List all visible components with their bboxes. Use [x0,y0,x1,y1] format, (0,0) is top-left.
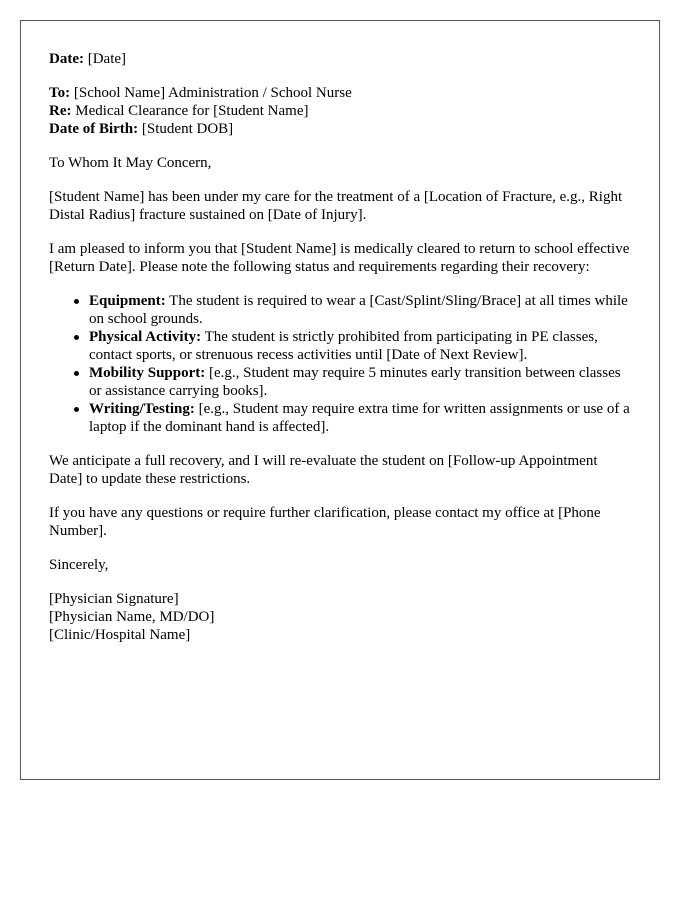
requirements-list [49,292,631,436]
requirement-text: [e.g., Student may require 5 minutes early transition between classes or assistance carrying books]. [89,365,621,399]
physician-name: [Physician Name, MD/DO] [49,609,215,625]
requirement-label: Physical Activity: [89,329,202,345]
requirement-label: Mobility Support: [89,365,206,381]
to-value: [School Name] Administration / School Nurse [73,85,352,101]
list-item [89,400,631,436]
closing: Sincerely, [49,557,109,573]
requirement-label: Equipment: [89,293,166,309]
requirement-text: The student is required to wear a [Cast/Splint/Sling/Brace] at all times while on school grounds. [89,293,628,327]
date-value: [Date] [87,51,127,67]
dob-value: [Student DOB] [141,121,234,137]
date-label: Date: [49,51,84,67]
clearance-paragraph: I am pleased to inform you that [Student Name] is medically cleared to return to school effective [Return Date]. Please note the following status and requirements regarding their recovery: [49,241,630,275]
re-value: Medical Clearance for [Student Name] [75,103,309,119]
letter-header-block [49,84,631,138]
to-label: To: [49,85,71,101]
physician-signature: [Physician Signature] [49,591,179,607]
re-line [49,102,631,120]
date-line [49,50,631,68]
care-paragraph: [Student Name] has been under my care for the treatment of a [Location of Fracture, e.g., Right Distal Radius] fracture sustained on [Date of Injury]. [49,189,623,223]
requirement-label: Writing/Testing: [89,401,195,417]
recovery-paragraph: We anticipate a full recovery, and I will re-evaluate the student on [Follow-up Appointment Date] to update these restrictions. [49,453,598,487]
to-line [49,84,631,102]
signature-block [49,590,631,644]
list-item [89,328,631,364]
list-item [89,292,631,328]
contact-paragraph: If you have any questions or require further clarification, please contact my office at [Phone Number]. [49,505,601,539]
list-item [89,364,631,400]
requirement-text: [e.g., Student may require extra time for written assignments or use of a laptop if the dominant hand is affected]. [89,401,630,435]
clinic-name: [Clinic/Hospital Name] [49,627,191,643]
letter-date-block [49,50,631,68]
salutation: To Whom It May Concern, [49,155,212,171]
re-label: Re: [49,103,72,119]
letter-document [20,20,660,780]
dob-label: Date of Birth: [49,121,139,137]
requirement-text: The student is strictly prohibited from participating in PE classes, contact sports, or strenuous recess activities until [Date of Next Review]. [89,329,598,363]
dob-line [49,120,631,138]
